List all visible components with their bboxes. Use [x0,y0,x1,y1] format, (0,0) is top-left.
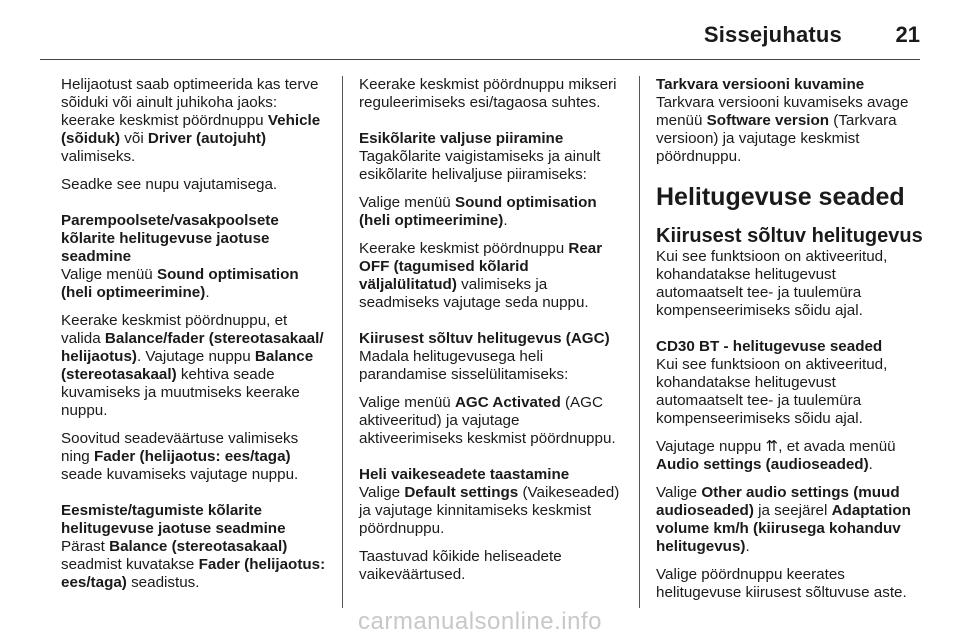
subheading: Kiirusest sõltuv helitugevus (AGC) [359,330,610,347]
column-divider-2 [639,76,640,608]
paragraph: Keerake keskmist pöördnuppu mikseri reguleerimiseks esi/tagaosa suhtes. [359,76,617,111]
paragraph: Valige menüü Sound optimisation (heli optimeerimine). [61,266,299,301]
section-title: Sissejuhatus [703,22,842,47]
paragraph: Valige Other audio settings (muud audioseaded) ja seejärel Adaptation volume km/h (kiirusega kohanduv helitugevus). [656,484,911,555]
subheading: Eesmiste/tagumiste kõlarite helitugevuse jaotuse seadmine [61,502,286,537]
paragraph: Kui see funktsioon on aktiveeritud, kohandatakse helitugevust automaatselt tee- ja tuulemüra kompenseerimiseks sõidu ajal. [656,248,888,319]
column-divider-1 [342,76,343,608]
column-2 [359,76,627,594]
section-heading: Helitugevuse seaded [656,183,905,211]
paragraph: Tarkvara versiooni kuvamiseks avage menüü Software version (Tarkvara versioon) ja vajutage keskmist pöördnuppu. [656,94,909,165]
paragraph: Valige menüü Sound optimisation (heli optimeerimine). [359,194,597,229]
paragraph: Valige Default settings (Vaikeseaded) ja vajutage kinnitamiseks keskmist pöördnuppu. [359,484,620,537]
page-header [0,14,960,54]
paragraph: Tagakõlarite vaigistamiseks ja ainult esikõlarite helivaljuse piiramiseks: [359,148,601,183]
paragraph: Taastuvad kõikide heliseadete vaikeväärtused. [359,548,562,583]
subheading: Esikõlarite valjuse piiramine [359,130,564,147]
section-subheading: Kiirusest sõltuv helitugevus [656,225,923,247]
settings-button-icon: ⇈ [765,438,779,455]
subheading: Parempoolsete/vasakpoolsete kõlarite helitugevuse jaotuse seadmine [61,212,279,265]
paragraph: Seadke see nupu vajutamisega. [61,176,278,193]
subheading: Heli vaikeseadete taastamine [359,466,570,483]
header-rule [40,59,920,60]
subheading: Tarkvara versiooni kuvamine [656,76,865,93]
column-3 [656,76,924,612]
paragraph: Helijaotust saab optimeerida kas terve sõiduki või ainult juhikoha jaoks: keerake keskmist pöördnuppu Vehicle (sõiduk) või Driver (autojuht) valimiseks. [61,76,321,165]
page-number: 21 [895,22,920,47]
paragraph: Keerake keskmist pöördnuppu Rear OFF (tagumised kõlarid väljalülitatud) valimiseks ja seadmiseks vajutage seda nuppu. [359,240,603,311]
paragraph: Soovitud seadeväärtuse valimiseks ning Fader (helijaotus: ees/taga) seade kuvamiseks vajutage nuppu. [61,430,299,483]
paragraph: Madala helitugevusega heli parandamise sisselülitamiseks: [359,348,569,383]
paragraph: Keerake keskmist pöördnuppu, et valida Balance/fader (stereotasakaal/ helijaotus). Vajutage nuppu Balance (stereotasakaal) kehtiva seade kuvamiseks ja muutmiseks keerake nuppu. [61,312,324,419]
paragraph: Pärast Balance (stereotasakaal) seadmist kuvatakse Fader (helijaotus: ees/taga) seadistus. [61,538,326,591]
paragraph: Valige menüü AGC Activated (AGC aktiveeritud) ja vajutage aktiveerimiseks keskmist pöördnuppu. [359,394,616,447]
paragraph: Kui see funktsioon on aktiveeritud, kohandatakse helitugevust automaatselt tee- ja tuulemüra kompenseerimiseks sõidu ajal. [656,356,888,427]
subheading: CD30 BT - helitugevuse seaded [656,338,883,355]
watermark: carmanualsonline.info [358,608,602,635]
paragraph: Vajutage nuppu ⇈, et avada menüü Audio settings (audioseaded). [656,438,896,473]
column-1 [61,76,329,602]
paragraph: Valige pöördnuppu keerates helitugevuse kiirusest sõltuvuse aste. [656,566,907,601]
